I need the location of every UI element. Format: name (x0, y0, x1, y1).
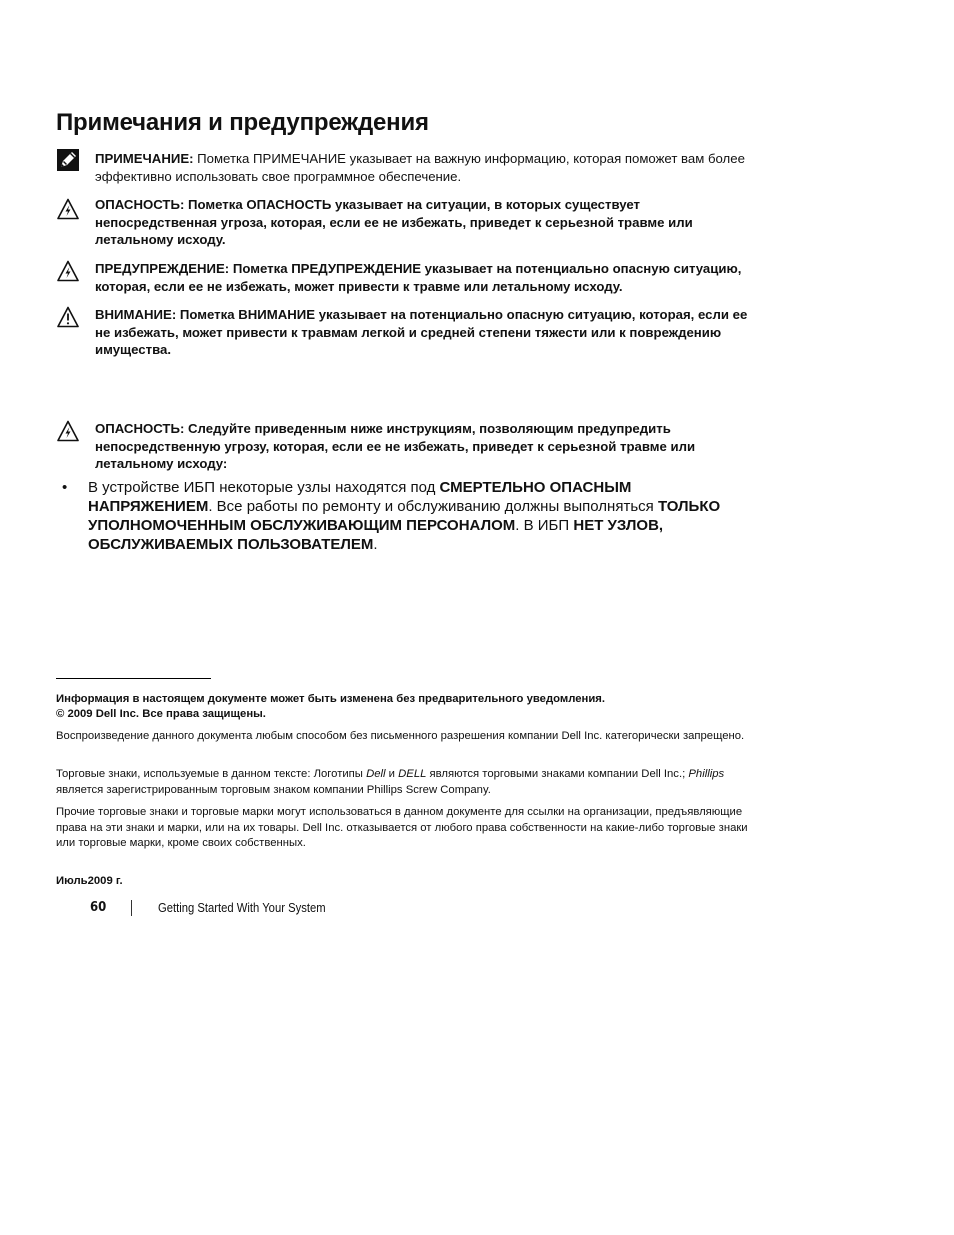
trademark-part: являются торговыми знаками компании Dell Inc.; (426, 768, 689, 780)
trademark-name: DELL (398, 768, 427, 780)
copyright: © 2009 Dell Inc. Все права защищены. (56, 708, 266, 720)
bullet-text (88, 478, 728, 554)
bullet-bold-part: НЕТ УЗЛОВ, ОБСЛУЖИВАЕМЫХ ПОЛЬЗОВАТЕЛЕМ (88, 517, 664, 553)
bullet-marker: • (62, 479, 68, 496)
notice-label: ОПАСНОСТЬ: (95, 421, 185, 436)
page-title: Примечания и предупреждения (56, 109, 429, 136)
trademark-part: является зарегистрированным торговым знаком компании Phillips Screw Company. (56, 783, 491, 796)
notice-label: ВНИМАНИЕ: (95, 307, 177, 322)
trademark-name: Phillips (688, 768, 725, 780)
lightning-warning-icon (57, 420, 79, 442)
bullet-bold-part: СМЕРТЕЛЬНО ОПАСНЫМ НАПРЯЖЕНИЕМ (88, 479, 632, 515)
notice-label: ПРЕДУПРЕЖДЕНИЕ: (95, 261, 230, 276)
bullet-part: . (373, 536, 378, 553)
lightning-warning-icon (57, 260, 79, 282)
other-trademarks-notice: Прочие торговые знаки и торговые марки могут использоваться в данном документе для ссылки на организации, предъявляющие права на эти знаки и марки, или на их товары. Dell Inc. отказывается от любого права собственности на какие-либо торговые знаки или торговые марки, кроме своих собственных. (56, 806, 748, 849)
notice-caution (95, 306, 760, 359)
reproduction-notice: Воспроизведение данного документа любым способом без письменного разрешения компании Dell Inc. категорически запрещено. (56, 730, 745, 742)
trademark-part: Торговые знаки, используемые в данном тексте: Логотипы (56, 768, 367, 780)
page-number: 60 (90, 900, 107, 915)
notice-text: Пометка ВНИМАНИЕ указывает на потенциально опасную ситуацию, которая, если ее не избежать, может привести к травмам легкой и средней степени тяжести или к повреждению имущества. (95, 307, 748, 357)
footer-document-title: Getting Started With Your System (158, 901, 326, 915)
notice-text: Пометка ПРИМЕЧАНИЕ указывает на важную информацию, которая поможет вам более эффективно использовать свое программное обеспечение. (95, 151, 745, 184)
bullet-bold-part: ТОЛЬКО УПОЛНОМОЧЕННЫМ ОБСЛУЖИВАЮЩИМ ПЕРСОНАЛОМ (88, 498, 721, 534)
notice-text: Следуйте приведенным ниже инструкциям, позволяющим предупредить непосредственную угрозу, которая, если ее не избежать, приведет к серьезной травме или летальному исходу: (95, 421, 696, 471)
notice-danger (95, 196, 760, 249)
notice-label: ОПАСНОСТЬ: (95, 197, 185, 212)
notice-label: ПРИМЕЧАНИЕ: (95, 151, 194, 166)
bullet-part: . Все работы по ремонту и обслуживанию должны выполняться (208, 498, 658, 515)
pencil-note-icon (57, 149, 79, 171)
bullet-part: В устройстве ИБП некоторые узлы находятся под (88, 479, 440, 496)
info-notice: Информация в настоящем документе может быть изменена без предварительного уведомления. (56, 693, 606, 705)
exclamation-warning-icon (57, 306, 79, 328)
notice-note (95, 150, 760, 185)
footnote-divider (56, 678, 211, 679)
notice-text: Пометка ОПАСНОСТЬ указывает на ситуации, в которых существует непосредственная угроза, которая, если ее не избежать, приведет к серьезной травме или летальному исходу. (95, 197, 693, 247)
footer-separator (131, 900, 132, 916)
trademark-name: Dell (366, 768, 386, 780)
notice-danger-instructions (95, 420, 760, 473)
trademarks-notice (56, 767, 761, 798)
document-date: Июль2009 г. (56, 875, 123, 887)
notice-warning (95, 260, 760, 295)
bullet-part: . В ИБП (515, 517, 574, 534)
notice-text: Пометка ПРЕДУПРЕЖДЕНИЕ указывает на потенциально опасную ситуацию, которая, если ее не избежать, может привести к травме или летальному исходу. (95, 261, 742, 294)
lightning-warning-icon (57, 198, 79, 220)
trademark-part: и (385, 768, 399, 780)
